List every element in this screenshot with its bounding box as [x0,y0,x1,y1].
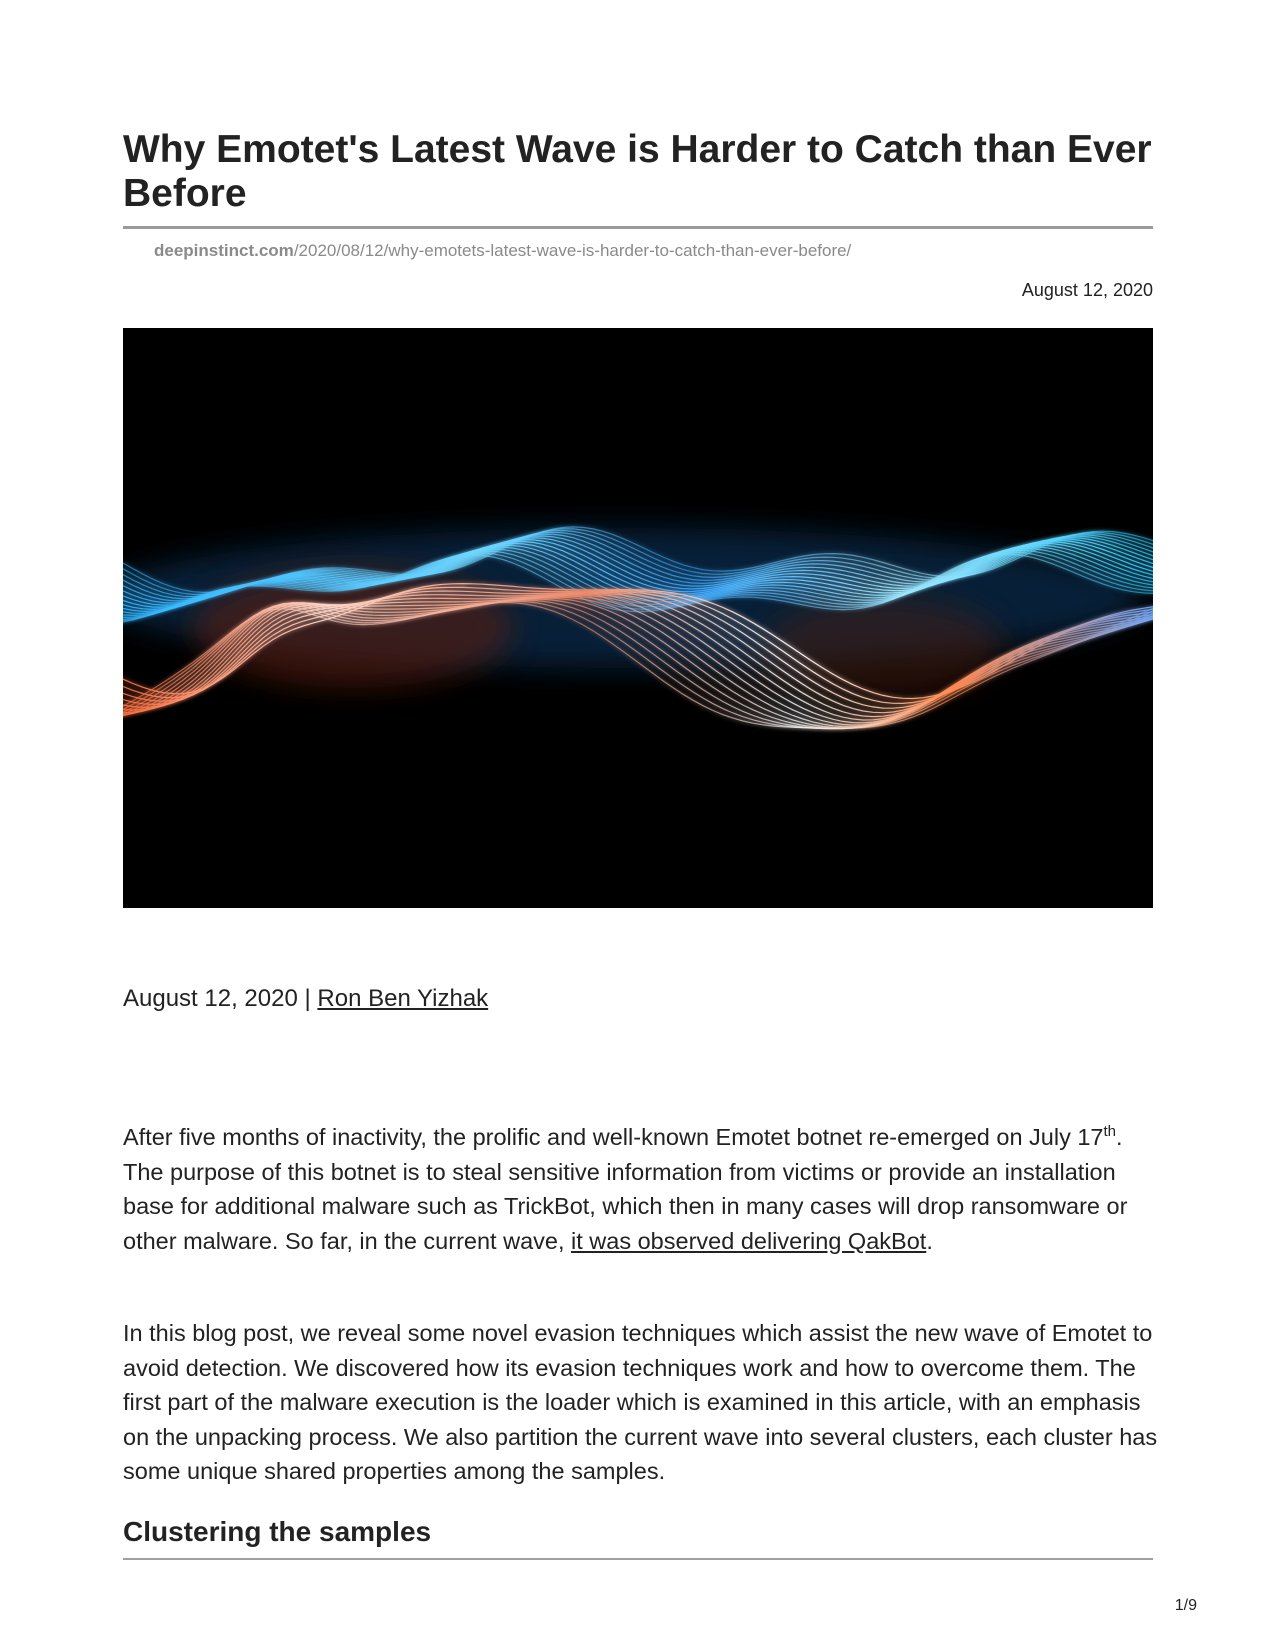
byline-date: August 12, 2020 [123,985,298,1012]
hero-image [123,328,1153,908]
intro-text-c: . [926,1227,933,1254]
intro-text-b: . The purpose of this botnet is to steal sensitive information from victims or provide an installation base for additional malware such as TrickBot, which then in many cases will drop ransomware or other malware. So far, in the current wave, [123,1124,1128,1254]
page-number: 1/9 [1174,1597,1197,1614]
intro-text-a: After five months of inactivity, the prolific and well-known Emotet botnet re-emerged on July 17 [123,1124,1104,1150]
qakbot-link[interactable]: it was observed delivering QakBot [571,1227,927,1254]
page-title: Why Emotet's Latest Wave is Harder to Catch than Ever Before [123,128,1152,215]
section-heading: Clustering the samples [123,1516,432,1547]
source-url[interactable] [154,241,851,261]
source-domain: deepinstinct.com [154,241,294,260]
byline [123,985,488,1013]
source-path: /2020/08/12/why-emotets-latest-wave-is-harder-to-catch-than-ever-before/ [293,241,852,260]
header-date: August 12, 2020 [1021,280,1153,300]
intro-paragraph [123,1120,1158,1258]
abstract-light-waves-image [123,328,1153,908]
intro-superscript: th [1103,1123,1117,1141]
body-paragraph: In this blog post, we reveal some novel evasion techniques which assist the new wave of Emotet to avoid detection. We discovered how its evasion techniques work and how to overcome them. The first part of the malware execution is the loader which is examined in this article, with an emphasis on the unpacking process. We also partition the current wave into several clusters, each cluster has some unique shared properties among the samples. [123,1320,1158,1484]
author-link[interactable]: Ron Ben Yizhak [317,985,489,1012]
section-divider [123,1558,1153,1560]
title-divider [123,226,1153,229]
byline-separator: | [297,985,318,1012]
